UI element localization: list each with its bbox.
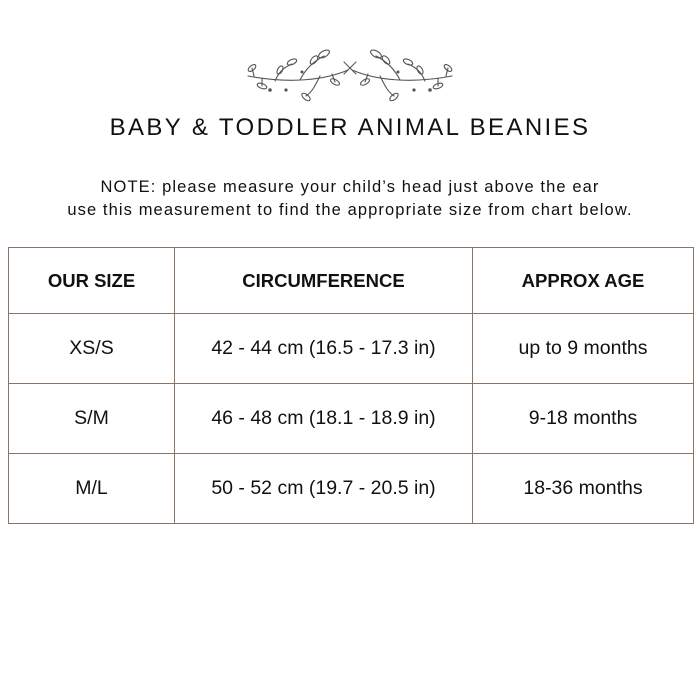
circumference-cell: 46 - 48 cm (18.1 - 18.9 in) xyxy=(175,384,473,454)
circumference-cell: 42 - 44 cm (16.5 - 17.3 in) xyxy=(175,314,473,384)
table-row xyxy=(9,384,694,454)
size-chart-table xyxy=(8,247,694,524)
note-line-1: NOTE: please measure your child’s head just above the ear xyxy=(100,178,600,196)
note-line-2: use this measurement to find the appropriate size from chart below. xyxy=(67,201,633,219)
age-cell: 9-18 months xyxy=(473,384,694,454)
age-cell: up to 9 months xyxy=(473,314,694,384)
circumference-cell: 50 - 52 cm (19.7 - 20.5 in) xyxy=(175,454,473,524)
header-circumference: CIRCUMFERENCE xyxy=(175,248,473,314)
floral-branch-icon xyxy=(240,32,460,102)
size-cell: XS/S xyxy=(9,314,175,384)
table-header-row xyxy=(9,248,694,314)
header-our-size: OUR SIZE xyxy=(9,248,175,314)
age-cell: 18-36 months xyxy=(473,454,694,524)
size-cell: M/L xyxy=(9,454,175,524)
size-cell: S/M xyxy=(9,384,175,454)
header-approx-age: APPROX AGE xyxy=(473,248,694,314)
table-row xyxy=(9,454,694,524)
measurement-note xyxy=(0,176,700,222)
table-row xyxy=(9,314,694,384)
page-title: BABY & TODDLER ANIMAL BEANIES xyxy=(109,114,591,141)
